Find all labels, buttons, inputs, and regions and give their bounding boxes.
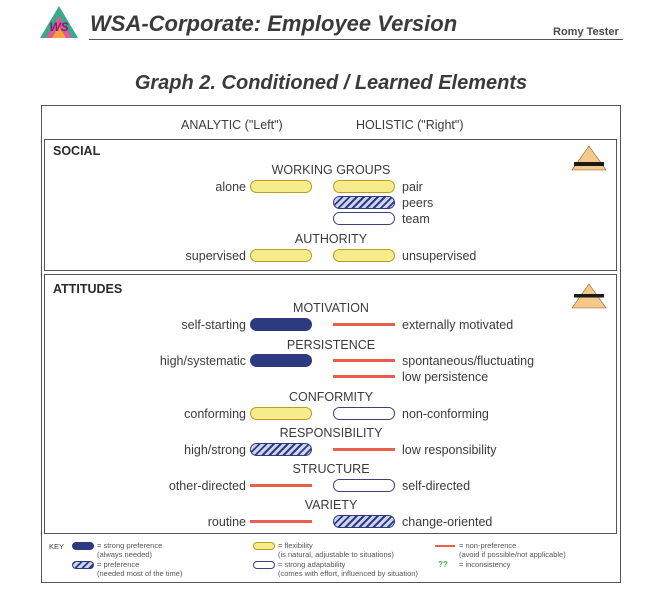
- variety-label: VARIETY: [304, 498, 358, 512]
- conformity-label: CONFORMITY: [288, 390, 374, 404]
- team-adaptability-marker: [333, 212, 395, 225]
- structure-label: STRUCTURE: [292, 462, 370, 476]
- key-strong-adaptability: = strong adaptability (comes with effort, influenced by situation): [278, 560, 418, 578]
- change-oriented-preference-marker: [333, 515, 395, 528]
- other-directed-non-preference-marker: [250, 484, 312, 487]
- peers-preference-marker: [333, 196, 395, 209]
- self-directed-adaptability-marker: [333, 479, 395, 492]
- self-starting-label: self-starting: [181, 318, 246, 332]
- wsa-logo: [38, 4, 80, 40]
- high-systematic-strong-preference-marker: [250, 354, 312, 367]
- externally-motivated-label: externally motivated: [402, 318, 514, 332]
- attitudes-title: ATTITUDES: [53, 282, 123, 296]
- motivation-label: MOTIVATION: [293, 301, 369, 315]
- persistence-label: PERSISTENCE: [286, 338, 376, 352]
- conforming-label: conforming: [184, 407, 246, 421]
- low-persistence-label: low persistence: [402, 370, 489, 384]
- key-non-preference-swatch: [435, 545, 455, 547]
- key-flexibility: = flexibility (is natural, adjustable to situations): [278, 541, 394, 559]
- high-strong-label: high/strong: [184, 443, 246, 457]
- key-preference: = preference (needed most of the time): [97, 560, 183, 578]
- analytic-column-heading: ANALYTIC ("Left"): [181, 118, 283, 132]
- non-conforming-label: non-conforming: [402, 407, 489, 421]
- holistic-column-heading: HOLISTIC ("Right"): [356, 118, 464, 132]
- working-groups-label: WORKING GROUPS: [271, 163, 391, 177]
- key-strong-preference: = strong preference (always needed): [97, 541, 163, 559]
- key-preference-swatch: [72, 561, 94, 569]
- user-name[interactable]: Romy Tester: [553, 26, 619, 38]
- self-starting-strong-preference-marker: [250, 318, 312, 331]
- unsupervised-label: unsupervised: [402, 249, 477, 263]
- high-systematic-label: high/systematic: [159, 354, 246, 368]
- graph-title: Graph 2. Conditioned / Learned Elements: [134, 72, 528, 94]
- peers-label: peers: [402, 196, 434, 210]
- key-strong-adaptability-swatch: [253, 561, 275, 569]
- pair-flexibility-marker: [333, 180, 395, 193]
- self-directed-label: self-directed: [402, 479, 471, 493]
- social-section: [44, 139, 617, 271]
- change-oriented-label: change-oriented: [402, 515, 493, 529]
- routine-label: routine: [207, 515, 246, 529]
- spontaneous-fluctuating-label: spontaneous/fluctuating: [402, 354, 535, 368]
- key-flexibility-swatch: [253, 542, 275, 550]
- key-strong-preference-swatch: [72, 542, 94, 550]
- routine-non-preference-marker: [250, 520, 312, 523]
- low-responsibility-non-preference-marker: [333, 448, 395, 451]
- alone-label: alone: [215, 180, 246, 194]
- key-title: KEY: [49, 542, 65, 551]
- key-inconsistency: = inconsistency: [459, 560, 511, 569]
- authority-label: AUTHORITY: [294, 232, 368, 246]
- non-conforming-adaptability-marker: [333, 407, 395, 420]
- key-non-preference: = non-preference (avoid if possible/not applicable): [459, 541, 566, 559]
- low-persistence-non-preference-marker: [333, 375, 395, 378]
- pair-label: pair: [402, 180, 423, 194]
- spontaneous-non-preference-marker: [333, 359, 395, 362]
- unsupervised-flexibility-marker: [333, 249, 395, 262]
- supervised-label: supervised: [185, 249, 246, 263]
- alone-flexibility-marker: [250, 180, 312, 193]
- team-label: team: [402, 212, 430, 226]
- social-title: SOCIAL: [53, 144, 101, 158]
- low-responsibility-label: low responsibility: [402, 443, 497, 457]
- conforming-flexibility-marker: [250, 407, 312, 420]
- other-directed-label: other-directed: [168, 479, 246, 493]
- logo-letters: WS: [49, 20, 69, 34]
- externally-motivated-non-preference-marker: [333, 323, 395, 326]
- app-title: WSA-Corporate: Employee Version: [90, 11, 458, 36]
- header-divider: [89, 39, 623, 40]
- responsibility-label: RESPONSIBILITY: [279, 426, 383, 440]
- high-strong-preference-marker: [250, 443, 312, 456]
- supervised-flexibility-marker: [250, 249, 312, 262]
- key-inconsistency-mark: ??: [438, 560, 448, 569]
